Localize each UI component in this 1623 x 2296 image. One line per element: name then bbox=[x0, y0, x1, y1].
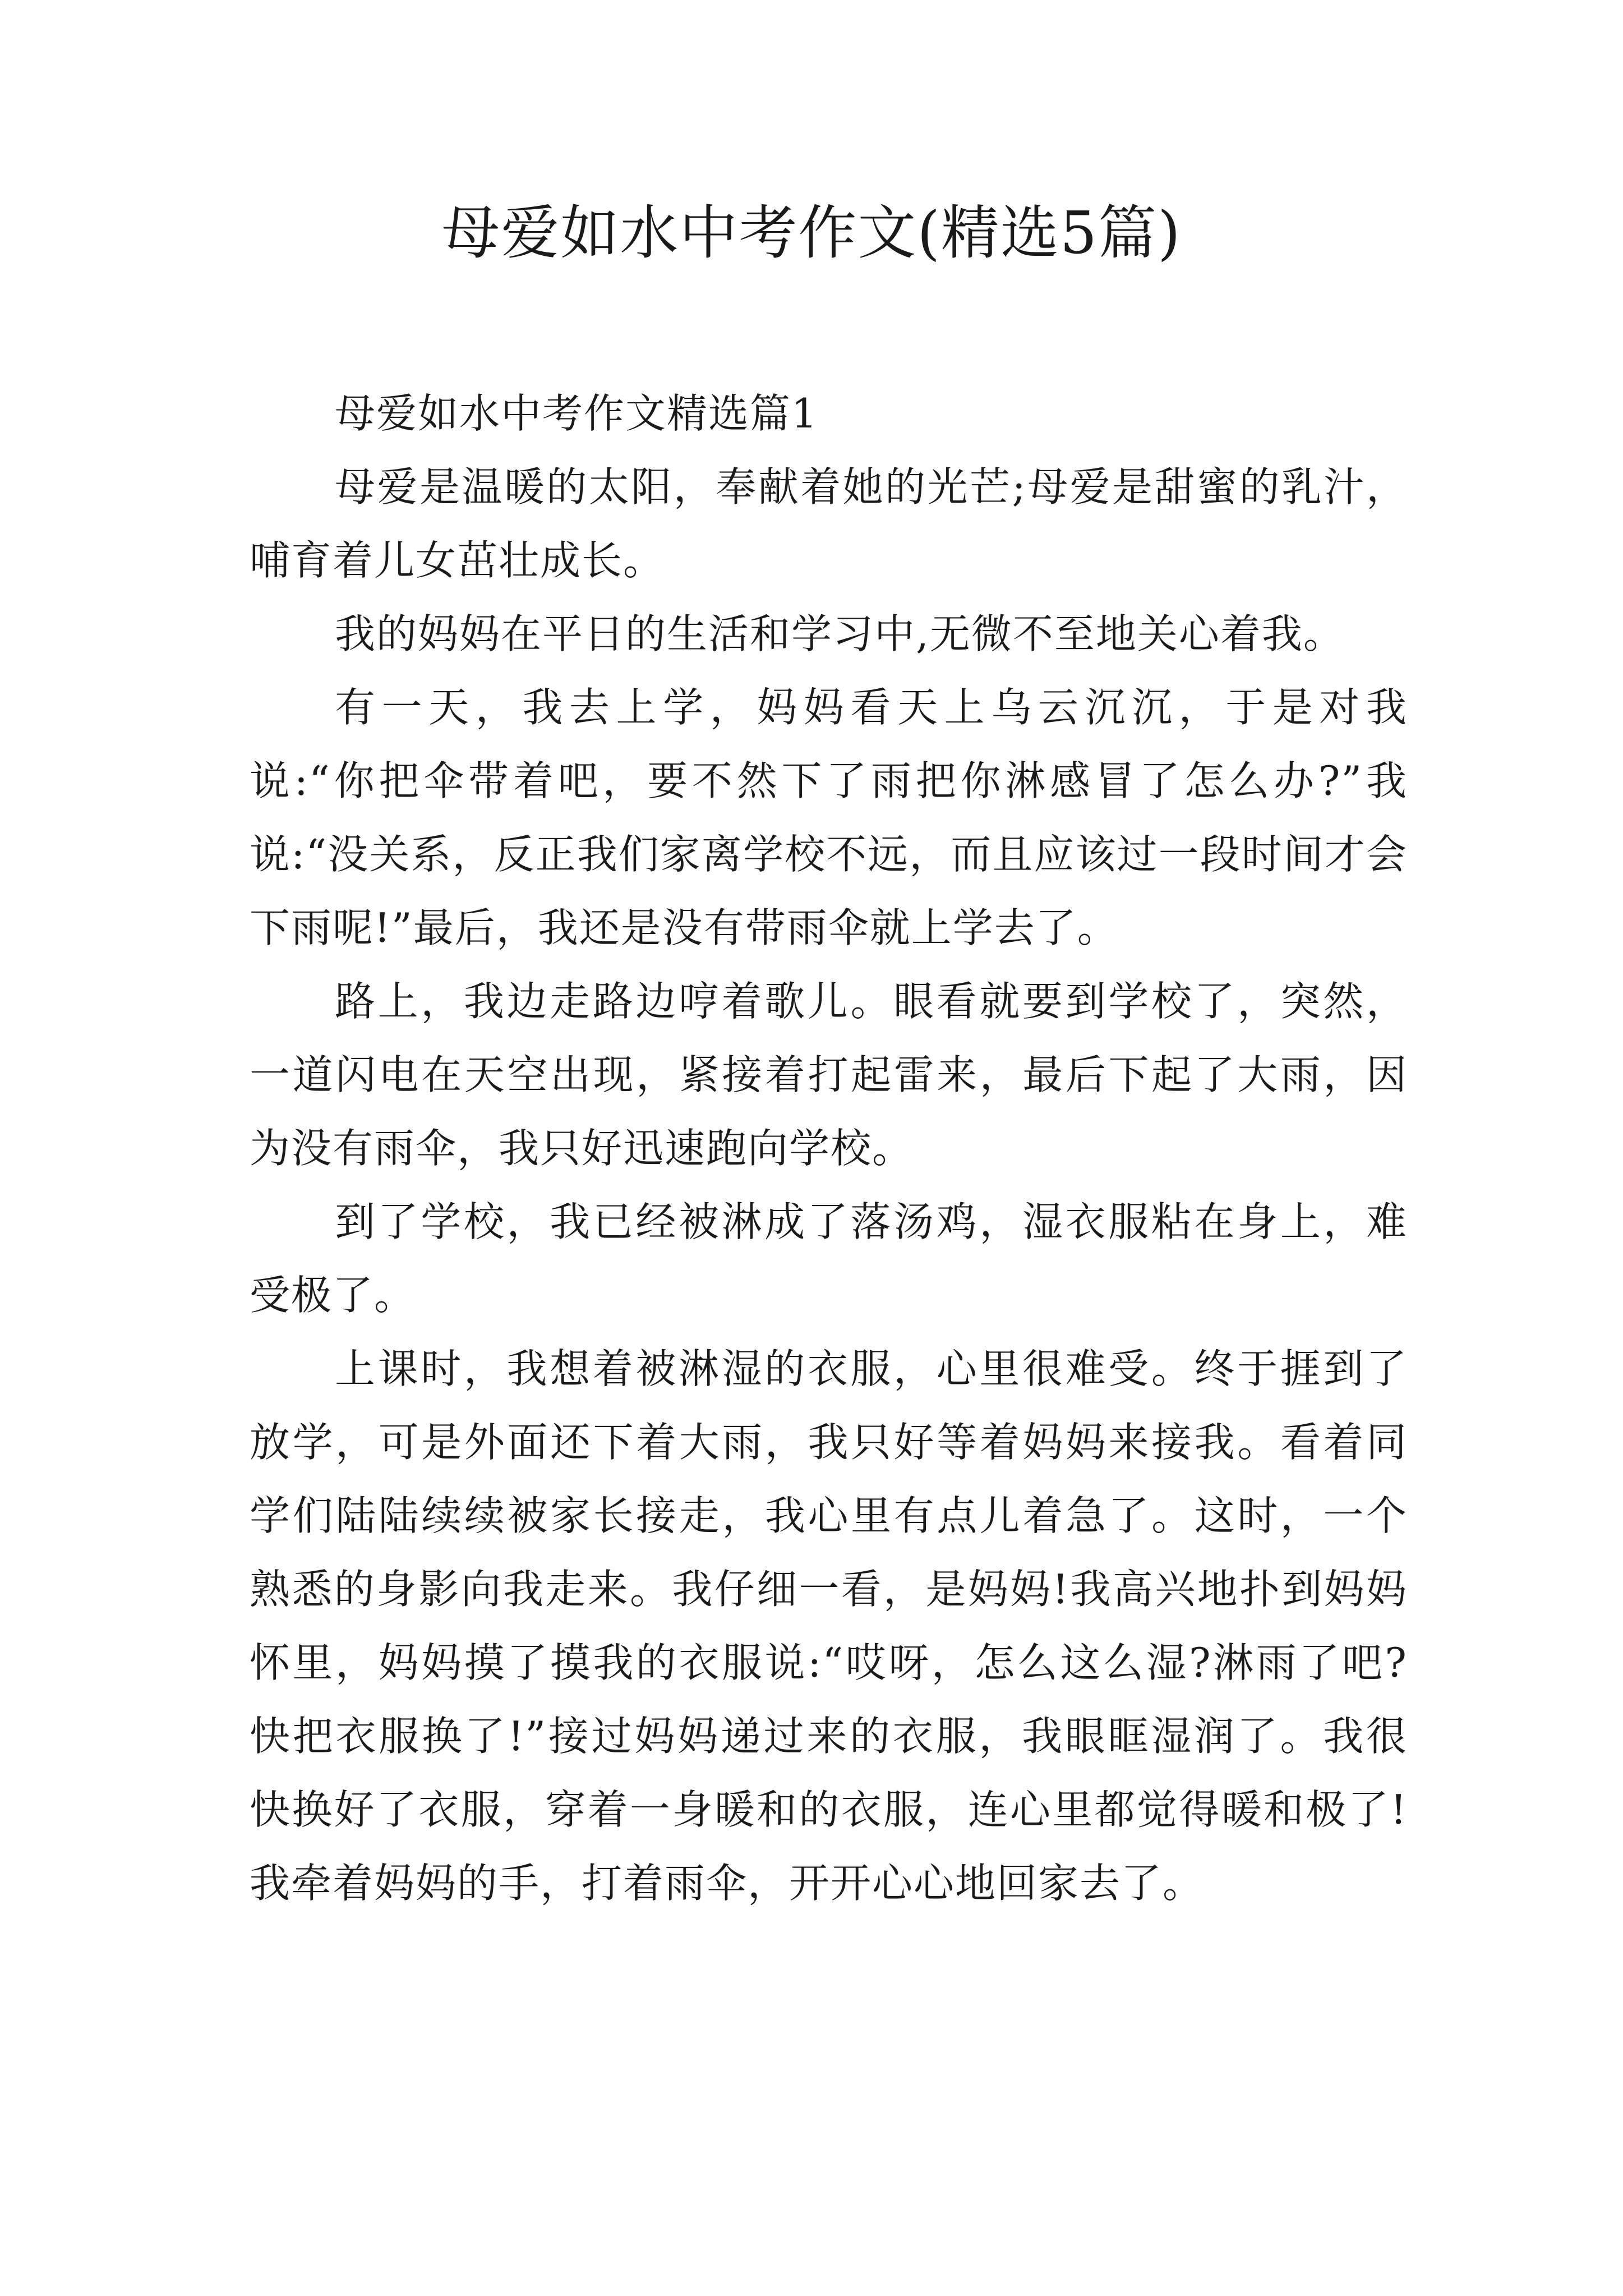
paragraph: 母爱是温暖的太阳，奉献着她的光芒;母爱是甜蜜的乳汁，哺育着儿女茁壮成长。 bbox=[250, 463, 1408, 584]
section-heading: 母爱如水中考作文精选篇1 bbox=[335, 390, 818, 437]
document-body bbox=[250, 377, 1408, 1920]
paragraph: 我的妈妈在平日的生活和学习中,无微不至地关心着我。 bbox=[335, 610, 1345, 657]
paragraph: 上课时，我想着被淋湿的衣服，心里很难受。终于捱到了放学，可是外面还下着大雨，我只好等着妈妈来接我。看着同学们陆陆续续被家长接走，我心里有点儿着急了。这时，一个熟悉的身影向我走来。我仔细一看，是妈妈!我高兴地扑到妈妈怀里，妈妈摸了摸我的衣服说:“哎呀，怎么这么湿?淋雨了吧?快把衣服换了!”接过妈妈递过来的衣服，我眼眶湿润了。我很快换好了衣服，穿着一身暖和的衣服，连心里都觉得暖和极了!我牵着妈妈的手，打着雨伞，开开心心地回家去了。 bbox=[250, 1345, 1408, 1907]
document-title: 母爱如水中考作文(精选5篇) bbox=[441, 199, 1182, 267]
paragraph: 到了学校，我已经被淋成了落汤鸡，湿衣服粘在身上，难受极了。 bbox=[250, 1198, 1408, 1319]
paragraph: 有一天，我去上学，妈妈看天上乌云沉沉，于是对我说:“你把伞带着吧，要不然下了雨把你淋感冒了怎么办?”我说:“没关系，反正我们家离学校不远，而且应该过一段时间才会下雨呢!”最后，我还是没有带雨伞就上学去了。 bbox=[250, 684, 1408, 951]
paragraph: 路上，我边走路边哼着歌儿。眼看就要到学校了，突然，一道闪电在天空出现，紧接着打起雷来，最后下起了大雨，因为没有雨伞，我只好迅速跑向学校。 bbox=[250, 978, 1408, 1172]
